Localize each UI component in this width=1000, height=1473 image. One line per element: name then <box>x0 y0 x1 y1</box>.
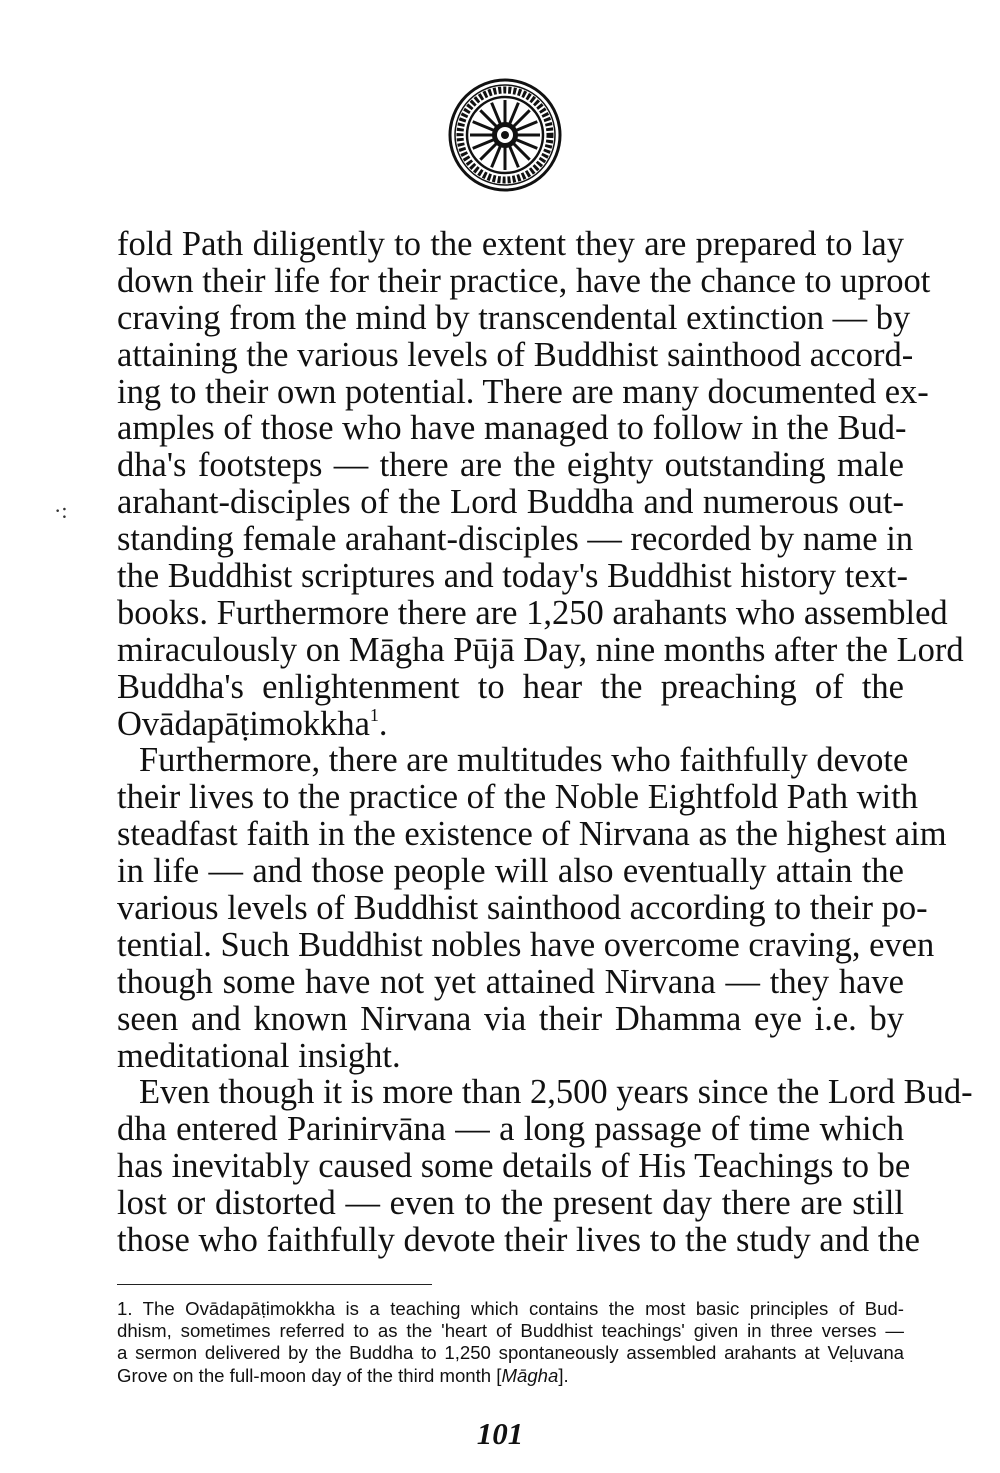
text-line: lost or distorted — even to the present day there are still <box>117 1184 904 1223</box>
italic-term: Māgha <box>501 1364 559 1386</box>
text-line <box>117 706 904 743</box>
text-line: standing female arahant-disciples — recorded by name in <box>117 520 914 559</box>
text-line: fold Path diligently to the extent they are prepared to lay <box>117 225 904 263</box>
text-line: attaining the various levels of Buddhist sainthood accord- <box>117 335 914 374</box>
text-line: arahant-disciples of the Lord Buddha and numerous out- <box>117 483 904 522</box>
text-line: tential. Such Buddhist nobles have overcome craving, even <box>117 925 935 964</box>
text-line: down their life for their practice, have the chance to uproot <box>117 261 931 300</box>
paragraph-2 <box>117 741 947 1075</box>
text-line: the Buddhist scriptures and today's Buddhist history text- <box>117 557 909 596</box>
text-line: various levels of Buddhist sainthood according to their po- <box>117 889 928 928</box>
text-line: Furthermore, there are multitudes who faithfully devote <box>139 741 909 780</box>
text-segment: . <box>378 704 388 743</box>
text-line: has inevitably caused some details of His Teachings to be <box>117 1147 911 1186</box>
footnote-line: 1. The Ovādapāṭimokkha is a teaching which contains the most basic principles of Bud- <box>117 1298 904 1319</box>
text-line: steadfast faith in the existence of Nirvana as the highest aim <box>117 815 947 854</box>
text-line: in life — and those people will also eventually attain the <box>117 852 904 891</box>
text-line: though some have not yet attained Nirvana — they have <box>117 962 904 1001</box>
paragraph-1 <box>117 225 964 743</box>
footnote-line: dhism, sometimes referred to as the 'heart of Buddhist teachings' given in three verses — <box>117 1320 904 1342</box>
text-line: meditational insight. <box>117 1036 401 1075</box>
footnote-line: a sermon delivered by the Buddha to 1,250 spontaneously assembled arahants at Veḷuvana <box>117 1342 904 1364</box>
text-line: dha's footsteps — there are the eighty outstanding male <box>117 446 904 485</box>
text-segment: Grove on the full-moon day of the third month [ <box>117 1364 502 1386</box>
paragraph-3 <box>117 1073 973 1260</box>
text-segment: Ovādapāṭimokkha <box>117 704 370 743</box>
text-line: dha entered Parinirvāna — a long passage of time which <box>117 1110 904 1149</box>
text-line: Even though it is more than 2,500 years since the Lord Bud- <box>139 1073 973 1112</box>
text-line: their lives to the practice of the Noble Eightfold Path with <box>117 778 918 817</box>
text-line: craving from the mind by transcendental extinction — by <box>117 298 911 337</box>
footnote-divider <box>117 1284 432 1285</box>
text-line: amples of those who have managed to follow in the Bud- <box>117 409 907 448</box>
text-segment: ]. <box>558 1364 569 1386</box>
text-line: seen and known Nirvana via their Dhamma eye i.e. by <box>117 999 904 1038</box>
text-line: Buddha's enlightenment to hear the preaching of the <box>117 667 904 706</box>
text-line: those who faithfully devote their lives to the study and the <box>117 1221 920 1260</box>
footnote-reference[interactable]: 1 <box>369 704 379 725</box>
dhamma-wheel-icon <box>448 78 562 192</box>
footnote <box>117 1298 904 1387</box>
margin-mark: ·: <box>54 498 68 523</box>
text-line: books. Furthermore there are 1,250 arahants who assembled <box>117 593 948 632</box>
text-line: miraculously on Māgha Pūjā Day, nine months after the Lord <box>117 630 964 669</box>
body-text <box>117 225 973 1260</box>
page-number: 101 <box>476 1416 524 1451</box>
footnote-line <box>117 1365 904 1387</box>
text-line: ing to their own potential. There are many documented ex- <box>117 372 929 411</box>
